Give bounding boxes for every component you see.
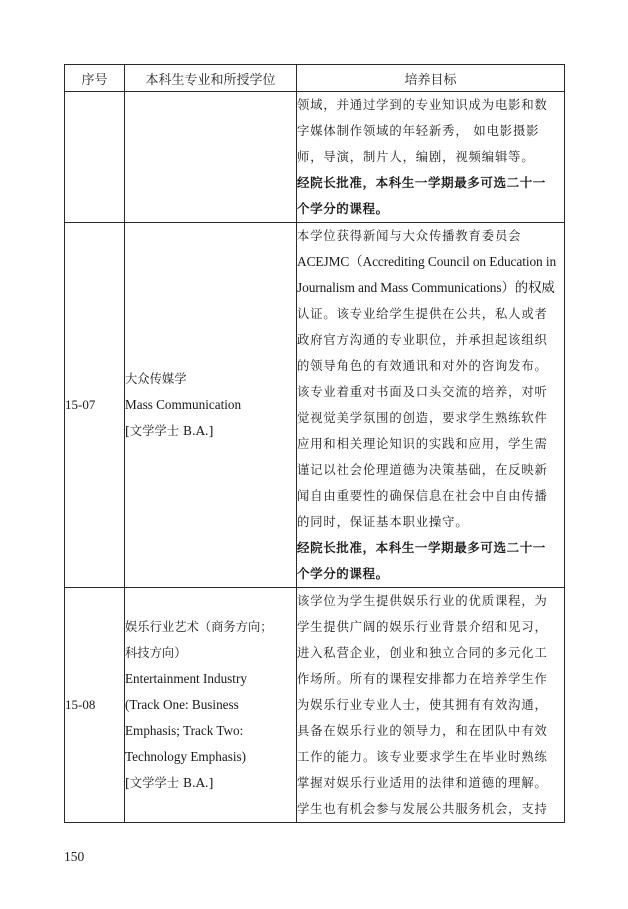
major-name-en: Mass Communication bbox=[125, 397, 242, 412]
goal-cell bbox=[297, 588, 565, 823]
goal-line: 本学位获得新闻与大众传播教育委员会 bbox=[297, 229, 522, 243]
major-name-cn: 科技方向） bbox=[125, 646, 187, 660]
goal-line: 应用和相关理论知识的实践和应用，学生需 bbox=[297, 437, 548, 451]
goal-note-bold: 经院长批准，本科生一学期最多可选二十一 bbox=[297, 540, 546, 555]
goal-line: 作场所。所有的课程安排都力在培养学生作 bbox=[297, 672, 548, 686]
major-cell bbox=[125, 223, 297, 588]
major-name-cn: 娱乐行业艺术（商务方向； bbox=[125, 620, 273, 634]
goal-line: 该学位为学生提供娱乐行业的优质课程，为 bbox=[297, 594, 548, 608]
seq-cell bbox=[65, 92, 125, 223]
seq-cell: 15-07 bbox=[65, 223, 125, 588]
goal-line: 字媒体制作领域的年轻新秀， 如电影摄影 bbox=[297, 124, 540, 138]
header-seq: 序号 bbox=[65, 65, 125, 92]
goal-note-bold: 个学分的课程。 bbox=[297, 201, 389, 216]
majors-table bbox=[64, 64, 565, 823]
goal-line: 的领导角色的有效通讯和对外的咨询发布。 bbox=[297, 359, 548, 373]
table-row bbox=[65, 92, 565, 223]
page-number: 150 bbox=[64, 849, 85, 864]
goal-line: 谨记以社会伦理道德为决策基础，在反映新 bbox=[297, 463, 548, 477]
goal-line: 师，导演，制片人，编剧，视频编辑等。 bbox=[297, 150, 535, 164]
goal-line: 觉视觉美学氛围的创造，要求学生熟练软件 bbox=[297, 411, 548, 425]
goal-line: 该专业着重对书面及口头交流的培养，对听 bbox=[297, 385, 548, 399]
header-training-goal: 培养目标 bbox=[297, 65, 565, 92]
table-row bbox=[65, 588, 565, 823]
goal-line: Journalism and Mass Communications）的权威 bbox=[297, 280, 555, 295]
major-name-en: Emphasis; Track Two: bbox=[125, 723, 244, 738]
major-cell bbox=[125, 92, 297, 223]
goal-line: 工作的能力。该专业要求学生在毕业时熟练 bbox=[297, 750, 548, 764]
goal-note-bold: 经院长批准，本科生一学期最多可选二十一 bbox=[297, 175, 546, 190]
table-header-row bbox=[65, 65, 565, 92]
goal-note-bold: 个学分的课程。 bbox=[297, 566, 389, 581]
degree-label: [文学学士 B.A.] bbox=[125, 424, 214, 438]
goal-line: 领域，并通过学到的专业知识成为电影和数 bbox=[297, 98, 548, 112]
goal-line: 政府官方沟通的专业职位，并承担起该组织 bbox=[297, 333, 548, 347]
goal-line: 的同时，保证基本职业操守。 bbox=[297, 515, 469, 529]
goal-line: 认证。该专业给学生提供在公共，私人或者 bbox=[297, 307, 548, 321]
goal-line: 为娱乐行业专业人士，使其拥有有效沟通， bbox=[297, 698, 548, 712]
goal-line: 掌握对娱乐行业适用的法律和道德的理解。 bbox=[297, 776, 548, 790]
major-name-en: Technology Emphasis) bbox=[125, 749, 247, 764]
major-name-en: (Track One: Business bbox=[125, 697, 239, 712]
major-cell bbox=[125, 588, 297, 823]
goal-line: 学生提供广阔的娱乐行业背景介绍和见习， bbox=[297, 620, 548, 634]
goal-cell bbox=[297, 92, 565, 223]
goal-line: 闻自由重要性的确保信息在社会中自由传播 bbox=[297, 489, 548, 503]
major-name-en: Entertainment Industry bbox=[125, 671, 247, 686]
goal-line: 具备在娱乐行业的领导力，和在团队中有效 bbox=[297, 724, 548, 738]
header-major-degree: 本科生专业和所授学位 bbox=[125, 65, 297, 92]
goal-line: 学生也有机会参与发展公共服务机会，支持 bbox=[297, 802, 548, 816]
seq-cell: 15-08 bbox=[65, 588, 125, 823]
goal-line: 进入私营企业，创业和独立合同的多元化工 bbox=[297, 646, 548, 660]
goal-cell bbox=[297, 223, 565, 588]
goal-line: ACEJMC（Accrediting Council on Education in bbox=[297, 254, 557, 269]
major-name-cn: 大众传媒学 bbox=[125, 372, 187, 386]
table-row bbox=[65, 223, 565, 588]
degree-label: [文学学士 B.A.] bbox=[125, 776, 214, 790]
